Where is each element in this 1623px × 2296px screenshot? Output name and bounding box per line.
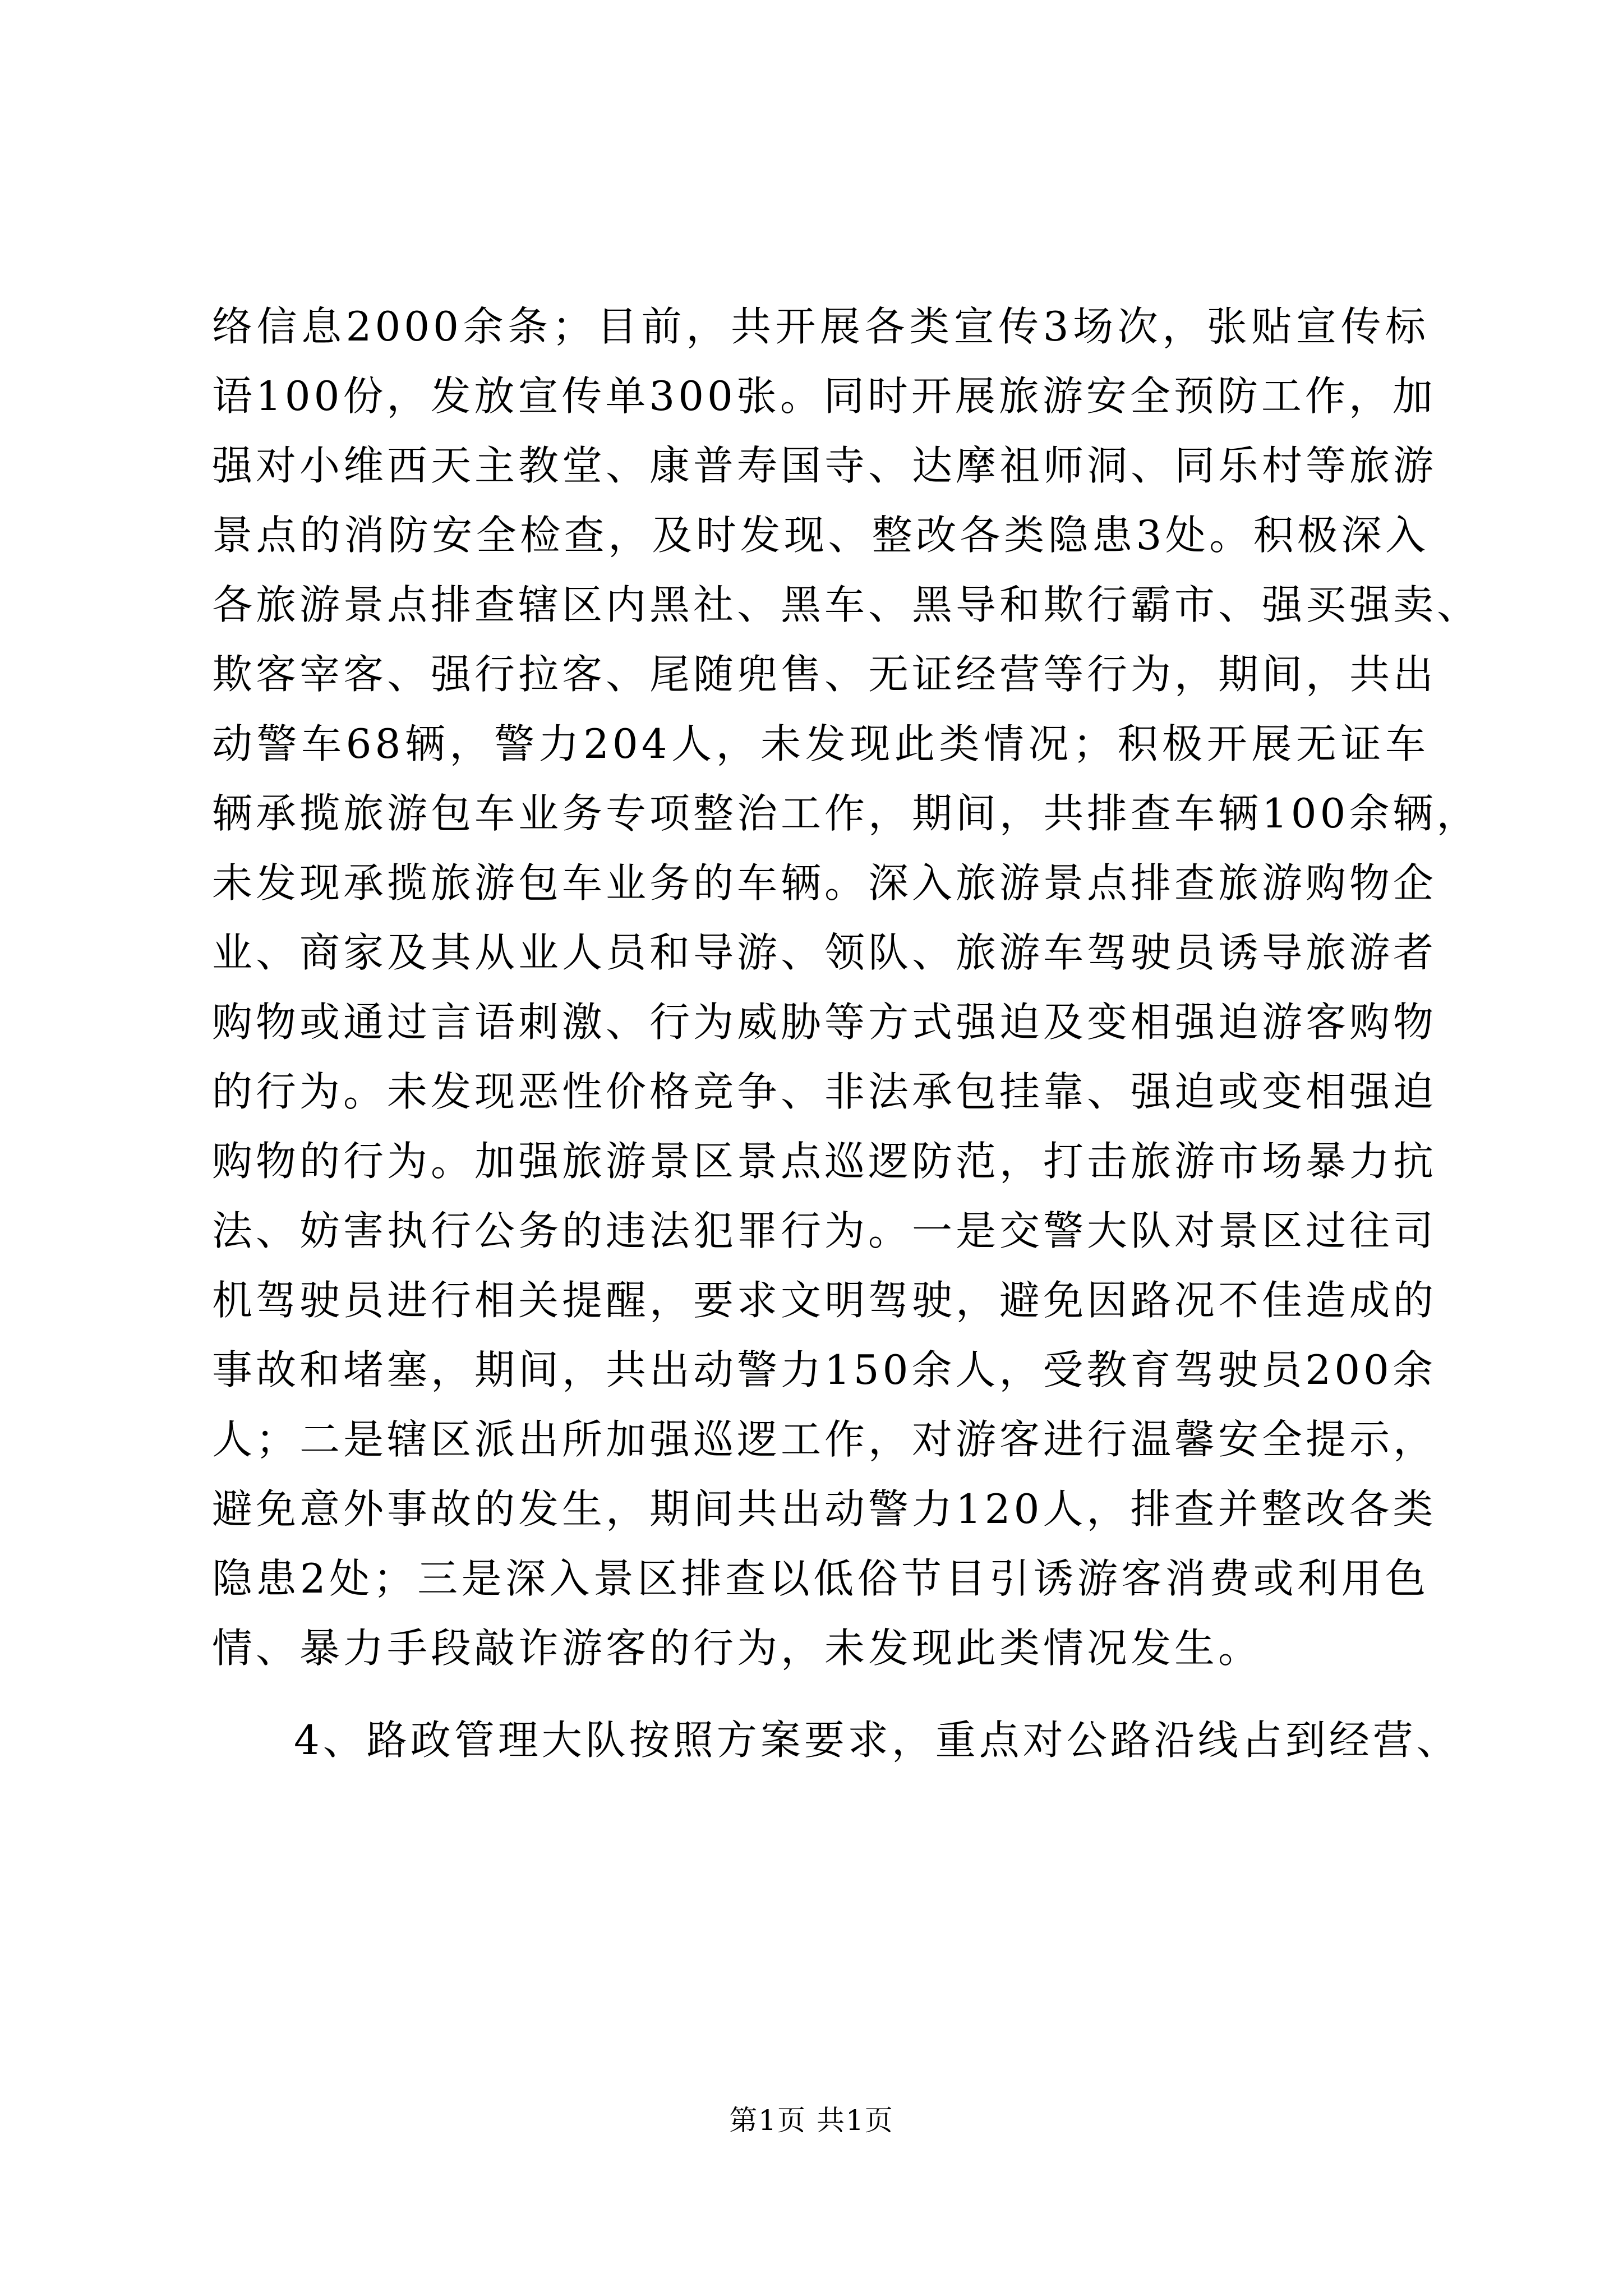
text-line: 4、路政管理大队按照方案要求，重点对公路沿线占到经营、 xyxy=(294,1717,1460,1764)
paragraph-gap xyxy=(212,1683,1429,1705)
text-line: 购物的行为。加强旅游景区景点巡逻防范，打击旅游市场暴力抗 xyxy=(212,1138,1437,1185)
text-line: 络信息2000余条；目前，共开展各类宣传3场次，张贴宣传标 xyxy=(212,303,1429,350)
text-line: 机驾驶员进行相关提醒，要求文明驾驶，避免因路况不佳造成的 xyxy=(212,1277,1437,1324)
text-line: 景点的消防安全检查，及时发现、整改各类隐患3处。积极深入 xyxy=(212,512,1429,559)
document-body xyxy=(212,292,1481,1775)
text-line: 隐患2处；三是深入景区排查以低俗节目引诱游客消费或利用色 xyxy=(212,1555,1429,1602)
text-line: 事故和堵塞，期间，共出动警力150余人，受教育驾驶员200余 xyxy=(212,1346,1436,1393)
text-line: 强对小维西天主教堂、康普寿国寺、达摩祖师洞、同乐村等旅游 xyxy=(212,442,1437,489)
text-line: 辆承揽旅游包车业务专项整治工作，期间，共排查车辆100余辆， xyxy=(212,790,1481,837)
text-line: 的行为。未发现恶性价格竞争、非法承包挂靠、强迫或变相强迫 xyxy=(212,1068,1437,1115)
text-line: 情、暴力手段敲诈游客的行为，未发现此类情况发生。 xyxy=(212,1625,1262,1672)
text-line: 避免意外事故的发生，期间共出动警力120人，排查并整改各类 xyxy=(212,1485,1437,1533)
text-line: 未发现承揽旅游包车业务的车辆。深入旅游景点排查旅游购物企 xyxy=(212,859,1437,907)
text-line: 欺客宰客、强行拉客、尾随兜售、无证经营等行为，期间，共出 xyxy=(212,651,1437,698)
page-footer: 第1页 共1页 xyxy=(729,2104,894,2137)
paragraph xyxy=(212,292,1481,1683)
text-line: 购物或通过言语刺激、行为威胁等方式强迫及变相强迫游客购物 xyxy=(212,999,1437,1046)
text-line: 法、妨害执行公务的违法犯罪行为。一是交警大队对景区过往司 xyxy=(212,1207,1437,1254)
text-line: 动警车68辆，警力204人，未发现此类情况；积极开展无证车 xyxy=(212,720,1429,767)
text-line: 各旅游景点排查辖区内黑社、黑车、黑导和欺行霸市、强买强卖、 xyxy=(212,581,1481,628)
paragraph xyxy=(212,1705,1460,1775)
text-line: 业、商家及其从业人员和导游、领队、旅游车驾驶员诱导旅游者 xyxy=(212,929,1437,976)
text-line: 人；二是辖区派出所加强巡逻工作，对游客进行温馨安全提示， xyxy=(212,1416,1437,1463)
text-line: 语100份，发放宣传单300张。同时开展旅游安全预防工作，加 xyxy=(212,372,1436,420)
